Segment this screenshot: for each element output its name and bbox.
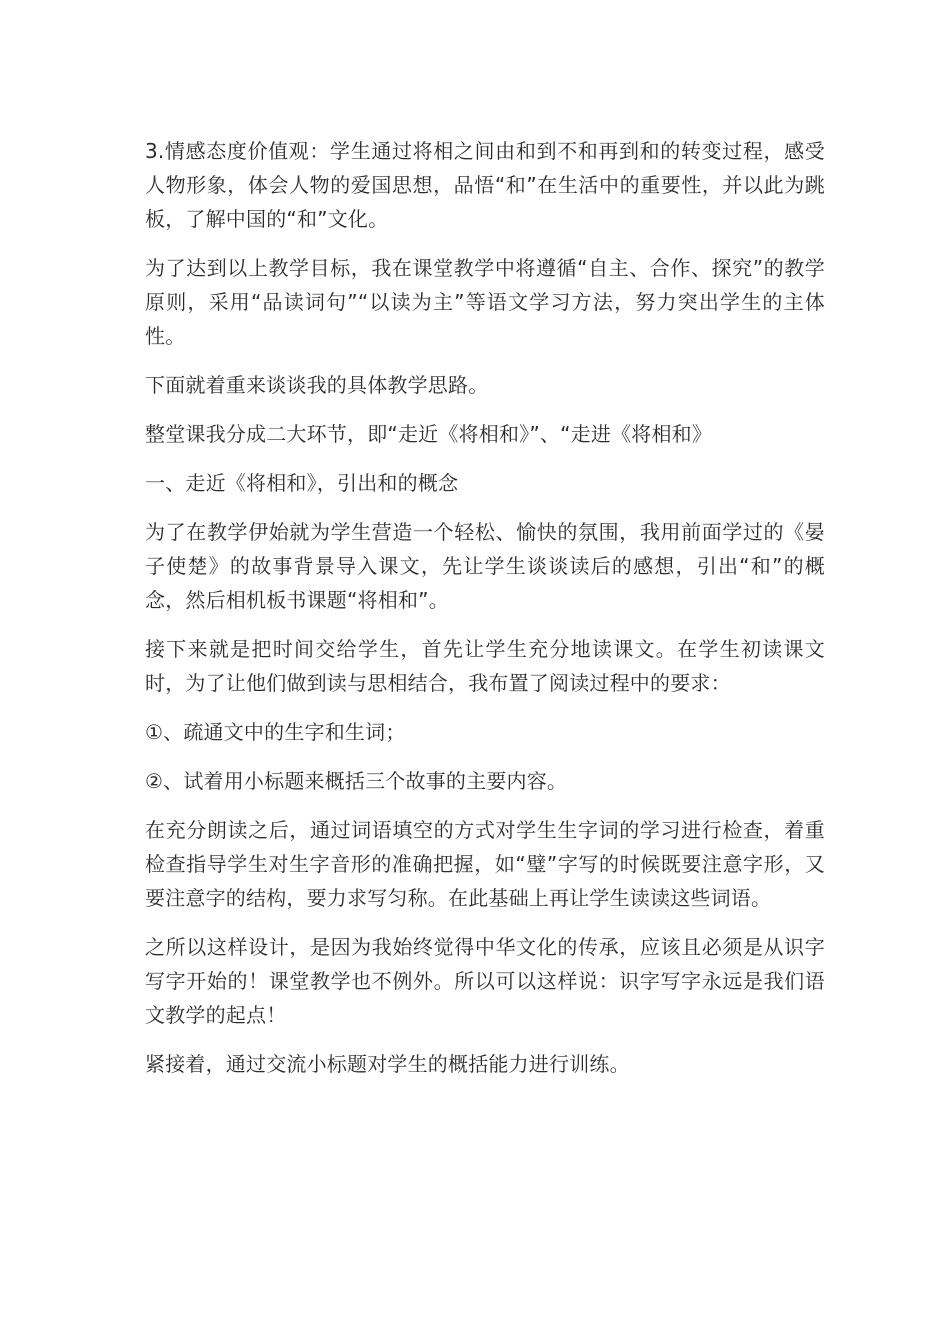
paragraph-two-sections: 整堂课我分成二大环节，即“走近《将相和》”、“走进《将相和》 (145, 422, 713, 446)
section-heading-one: 一、走近《将相和》，引出和的概念 (145, 471, 459, 495)
paragraph-vocabulary-check: 在充分朗读之后，通过词语填空的方式对学生生字词的学习进行检查，着重检查指导学生对生字音形的准确把握，如“璧”字写的时候既要注意字形，又要注意字的结构，要力求写匀称。在此基础上再让学生读读这些词语。 (145, 818, 825, 910)
paragraph-emotional-goal: 3.情感态度价值观：学生通过将相之间由和到不和再到和的转变过程，感受人物形象，体会人物的爱国思想，品悟“和”在生活中的重要性，并以此为跳板，了解中国的“和”文化。 (145, 139, 825, 231)
paragraph-teaching-principle: 为了达到以上教学目标，我在课堂教学中将遵循“自主、合作、探究”的教学原则，采用“品读词句”“以读为主”等语文学习方法，努力突出学生的主体性。 (145, 256, 825, 348)
paragraph-summary-training: 紧接着，通过交流小标题对学生的概括能力进行训练。 (145, 1052, 630, 1076)
paragraph-introduction: 为了在教学伊始就为学生营造一个轻松、愉快的氛围，我用前面学过的《晏子使楚》的故事背景导入课文，先让学生谈谈读后的感想，引出“和”的概念，然后相机板书课题“将相和”。 (145, 520, 825, 612)
paragraph-teaching-ideas: 下面就着重来谈谈我的具体教学思路。 (145, 373, 489, 397)
paragraph-reading-requirements: 接下来就是把时间交给学生，首先让学生充分地读课文。在学生初读课文时，为了让他们做到读与思相结合，我布置了阅读过程中的要求： (145, 637, 825, 695)
document-body (145, 134, 825, 1096)
list-item-requirement-1: ①、疏通文中的生字和生词； (145, 720, 406, 744)
list-item-requirement-2: ②、试着用小标题来概括三个故事的主要内容。 (145, 769, 568, 793)
paragraph-design-rationale: 之所以这样设计，是因为我始终觉得中华文化的传承，应该且必须是从识字写字开始的！课堂教学也不例外。所以可以这样说：识字写字永远是我们语文教学的起点！ (145, 935, 825, 1027)
